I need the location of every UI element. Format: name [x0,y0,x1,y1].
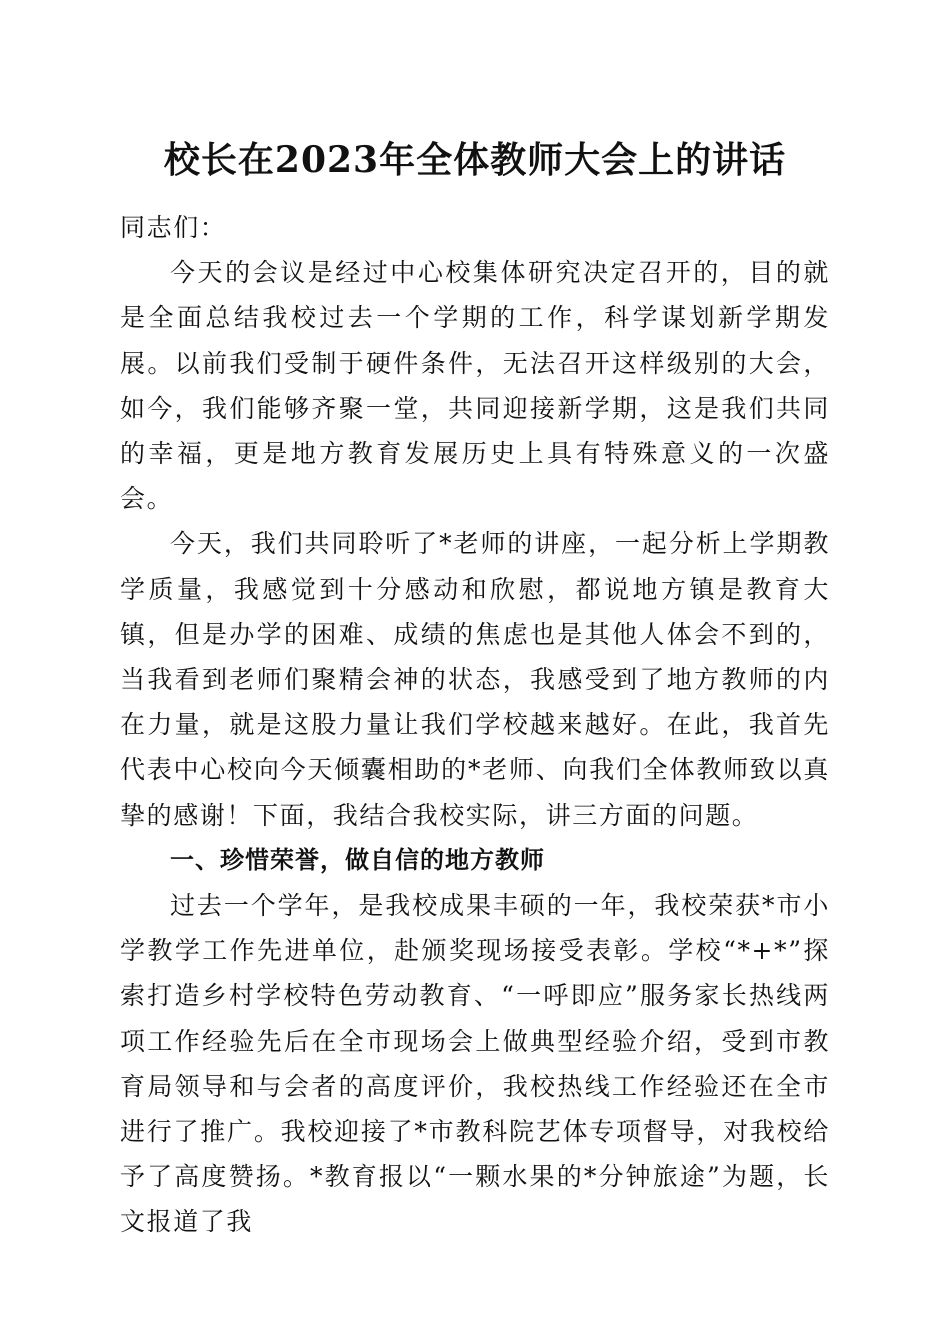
salutation: 同志们： [120,213,227,242]
paragraph-1: 今天的会议是经过中心校集体研究决定召开的，目的就是全面总结我校过去一个学期的工作，科学谋划新学期发展。以前我们受制于硬件条件，无法召开这样级别的大会，如今，我们能够齐聚一堂，共同迎接新学期，这是我们共同的幸福，更是地方教育发展历史上具有特殊意义的一次盛会。 [120,258,830,514]
paragraph-3: 过去一个学年，是我校成果丰硕的一年，我校荣获*市小学教学工作先进单位，赴颁奖现场接受表彰。学校“*+*”探索打造乡村学校特色劳动教育、“一呼即应”服务家长热线两项工作经验先后在全市现场会上做典型经验介绍，受到市教育局领导和与会者的高度评价，我校热线工作经验还在全市进行了推广。我校迎接了*市教科院艺体专项督导，对我校给予了高度赞扬。*教育报以“一颗水果的*分钟旅途”为题，长文报道了我 [120,891,830,1237]
paragraph-2: 今天，我们共同聆听了*老师的讲座，一起分析上学期教学质量，我感觉到十分感动和欣慰，都说地方镇是教育大镇，但是办学的困难、成绩的焦虑也是其他人体会不到的，当我看到老师们聚精会神的状态，我感受到了地方教师的内在力量，就是这股力量让我们学校越来越好。在此，我首先代表中心校向今天倾囊相助的*老师、向我们全体教师致以真挚的感谢！下面，我结合我校实际，讲三方面的问题。 [120,529,830,830]
document-body [120,205,830,1245]
section-heading: 一、珍惜荣誉，做自信的地方教师 [170,845,545,874]
document-title: 校长在2023年全体教师大会上的讲话 [163,139,787,181]
